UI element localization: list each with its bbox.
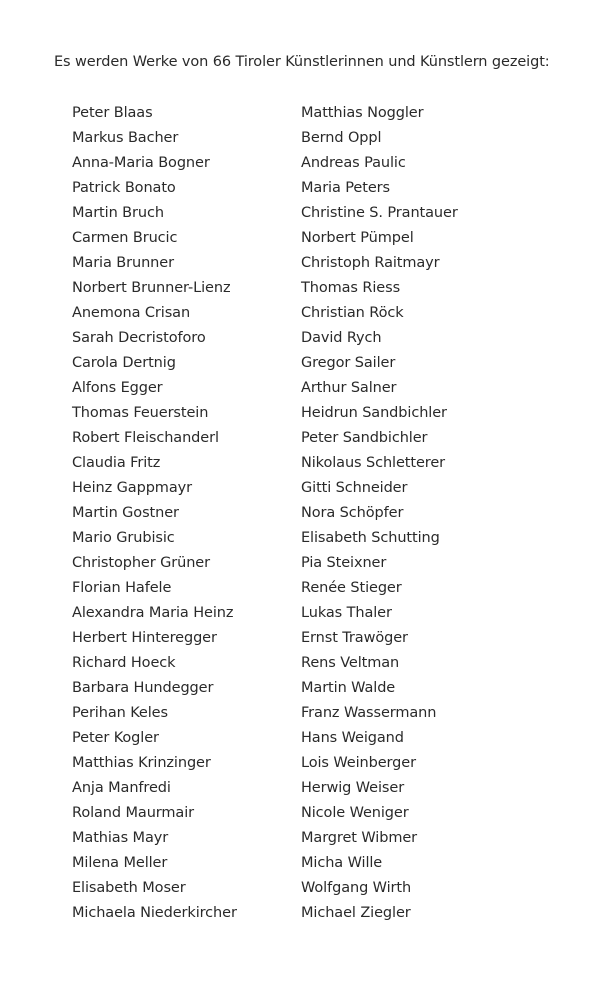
artist-name: Maria Peters (301, 180, 390, 196)
artist-name: Alfons Egger (72, 380, 163, 396)
artist-name: Franz Wassermann (301, 705, 437, 721)
artist-name: Margret Wibmer (301, 830, 418, 846)
artist-name: Roland Maurmair (72, 805, 195, 821)
artist-name: Carmen Brucic (72, 230, 178, 246)
artist-name: Matthias Krinzinger (72, 755, 211, 771)
artist-name: Claudia Fritz (72, 455, 161, 471)
artist-name: Micha Wille (301, 855, 383, 871)
artist-name: Rens Veltman (301, 655, 400, 671)
artist-name: David Rych (301, 330, 382, 346)
artist-name: Gregor Sailer (301, 355, 396, 371)
artist-name: Herwig Weiser (301, 780, 405, 796)
artist-name: Norbert Pümpel (301, 230, 414, 246)
artist-name: Christine S. Prantauer (301, 205, 458, 221)
artist-name: Martin Gostner (72, 505, 179, 521)
artist-name: Nora Schöpfer (301, 505, 404, 521)
artist-name: Alexandra Maria Heinz (72, 605, 234, 621)
artist-name: Michael Ziegler (301, 905, 411, 921)
artist-name: Robert Fleischanderl (72, 430, 219, 446)
artist-name: Anemona Crisan (72, 305, 191, 321)
artist-name: Heidrun Sandbichler (301, 405, 447, 421)
artist-name: Patrick Bonato (72, 180, 176, 196)
artist-name: Lois Weinberger (301, 755, 416, 771)
artist-name: Lukas Thaler (301, 605, 392, 621)
artist-name: Maria Brunner (72, 255, 174, 271)
artist-name: Richard Hoeck (72, 655, 176, 671)
artist-name: Thomas Riess (301, 280, 401, 296)
artist-name: Ernst Trawöger (301, 630, 408, 646)
artist-name: Nicole Weniger (301, 805, 409, 821)
artist-name: Matthias Noggler (301, 105, 424, 121)
artist-name: Nikolaus Schletterer (301, 455, 446, 471)
artist-name: Elisabeth Moser (72, 880, 186, 896)
artist-list-left (72, 101, 237, 926)
artist-name: Mathias Mayr (72, 830, 169, 846)
artist-name: Anna-Maria Bogner (72, 155, 210, 171)
artist-name: Peter Blaas (72, 105, 153, 121)
artist-name: Christopher Grüner (72, 555, 210, 571)
artist-name: Pia Steixner (301, 555, 387, 571)
artist-name: Wolfgang Wirth (301, 880, 412, 896)
artist-name: Carola Dertnig (72, 355, 176, 371)
artist-list-right (301, 101, 458, 926)
artist-name: Martin Bruch (72, 205, 164, 221)
artist-name: Markus Bacher (72, 130, 179, 146)
artist-name: Milena Meller (72, 855, 168, 871)
artist-name: Martin Walde (301, 680, 396, 696)
artist-name: Elisabeth Schutting (301, 530, 440, 546)
artist-name: Mario Grubisic (72, 530, 175, 546)
artist-name: Bernd Oppl (301, 130, 382, 146)
artist-name: Michaela Niederkircher (72, 905, 237, 921)
artist-name: Herbert Hinteregger (72, 630, 217, 646)
artist-name: Heinz Gappmayr (72, 480, 192, 496)
artist-name: Anja Manfredi (72, 780, 171, 796)
artist-name: Florian Hafele (72, 580, 172, 596)
artist-name: Arthur Salner (301, 380, 397, 396)
intro-text: Es werden Werke von 66 Tiroler Künstlerinnen und Künstlern gezeigt: (54, 54, 550, 70)
artist-name: Barbara Hundegger (72, 680, 214, 696)
artist-name: Gitti Schneider (301, 480, 408, 496)
artist-name: Norbert Brunner-Lienz (72, 280, 231, 296)
artist-name: Christian Röck (301, 305, 404, 321)
artist-name: Renée Stieger (301, 580, 402, 596)
artist-name: Peter Kogler (72, 730, 159, 746)
artist-name: Peter Sandbichler (301, 430, 428, 446)
artist-name: Perihan Keles (72, 705, 168, 721)
artist-name: Thomas Feuerstein (72, 405, 209, 421)
artist-name: Hans Weigand (301, 730, 404, 746)
artist-name: Andreas Paulic (301, 155, 406, 171)
artist-name: Sarah Decristoforo (72, 330, 206, 346)
artist-name: Christoph Raitmayr (301, 255, 440, 271)
